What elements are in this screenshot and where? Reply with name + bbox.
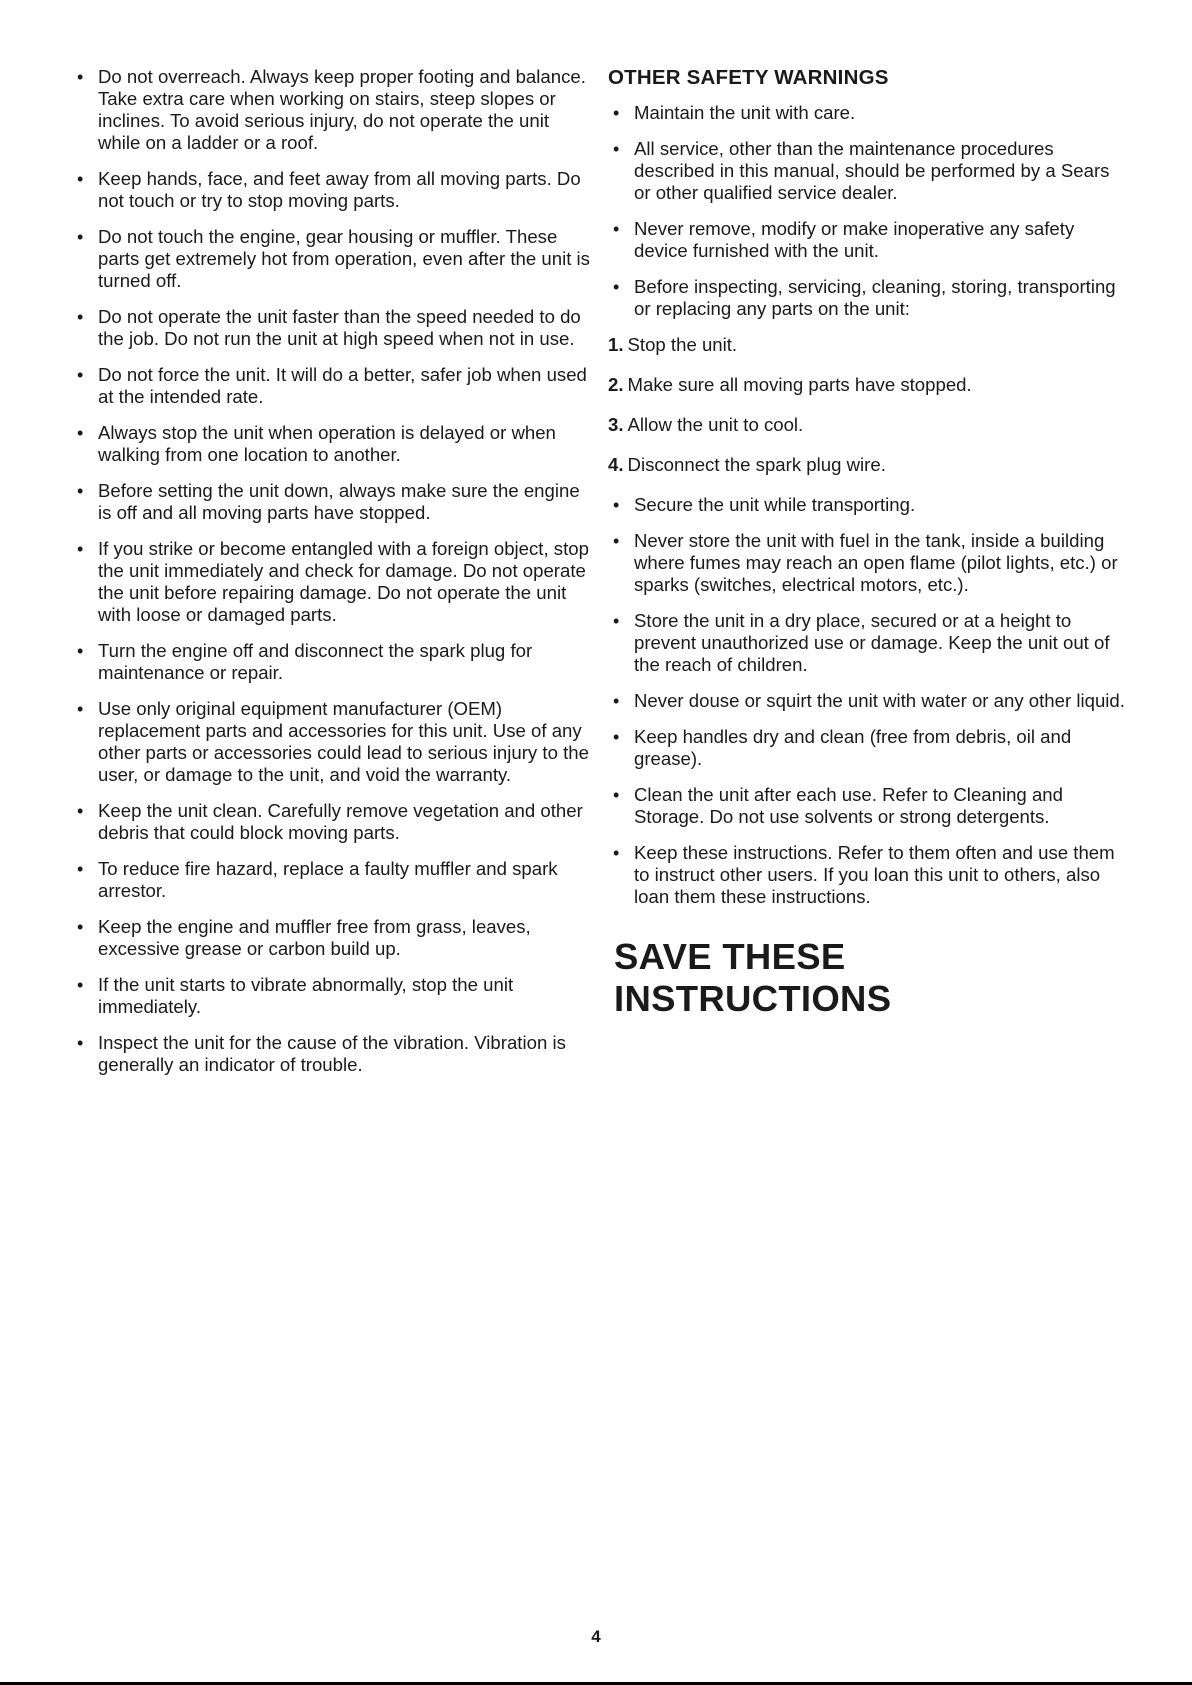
step-text: Allow the unit to cool. <box>627 414 804 435</box>
bullet-text: Keep handles dry and clean (free from debris, oil and grease). <box>634 726 1072 769</box>
bullet-icon: • <box>613 727 620 747</box>
bullet-text: Use only original equipment manufacturer (OEM) replacement parts and accessories for this unit. Use of any other parts or accessories could lead to serious injury to the user, or damage to the unit, and void the warranty. <box>98 698 589 785</box>
section-heading: OTHER SAFETY WARNINGS <box>608 66 889 89</box>
bullet-icon: • <box>77 917 84 937</box>
bullet-text: Inspect the unit for the cause of the vibration. Vibration is generally an indicator of trouble. <box>98 1032 566 1075</box>
list-item <box>72 640 592 684</box>
bullet-icon: • <box>613 691 620 711</box>
step-text: Stop the unit. <box>627 334 738 355</box>
step-item <box>608 374 1128 396</box>
bullet-icon: • <box>77 227 84 247</box>
right-column <box>608 66 1128 1020</box>
list-item <box>608 842 1128 908</box>
list-item <box>72 168 592 212</box>
bullet-text: Secure the unit while transporting. <box>634 494 916 515</box>
bullet-icon: • <box>613 531 620 551</box>
bullet-text: Never douse or squirt the unit with water or any other liquid. <box>634 690 1125 711</box>
bullet-icon: • <box>77 699 84 719</box>
bullet-icon: • <box>77 481 84 501</box>
numbered-steps <box>608 334 1128 476</box>
bullet-icon: • <box>613 495 620 515</box>
bullet-icon: • <box>77 539 84 559</box>
bullet-text: All service, other than the maintenance procedures described in this manual, should be performed by a Sears or other qualified service dealer. <box>634 138 1110 203</box>
bullet-icon: • <box>77 801 84 821</box>
list-item <box>608 726 1128 770</box>
bullet-icon: • <box>77 1033 84 1053</box>
bullet-icon: • <box>77 67 84 87</box>
list-item <box>608 494 1128 516</box>
bullet-icon: • <box>613 843 620 863</box>
bullet-text: Store the unit in a dry place, secured or at a height to prevent unauthorized use or damage. Keep the unit out of the reach of children. <box>634 610 1110 675</box>
bullet-text: Keep these instructions. Refer to them often and use them to instruct other users. If you loan this unit to others, also loan them these instructions. <box>634 842 1115 907</box>
bullet-text: Before inspecting, servicing, cleaning, storing, transporting or replacing any parts on the unit: <box>634 276 1116 319</box>
bullet-text: If the unit starts to vibrate abnormally, stop the unit immediately. <box>98 974 514 1017</box>
list-item <box>72 858 592 902</box>
left-column <box>72 66 592 1090</box>
bullet-icon: • <box>77 423 84 443</box>
right-bullet-list-a <box>608 102 1128 320</box>
list-item <box>72 974 592 1018</box>
list-item <box>72 306 592 350</box>
bullet-icon: • <box>613 277 620 297</box>
right-bullet-list-b <box>608 494 1128 908</box>
bullet-text: Never store the unit with fuel in the tank, inside a building where fumes may reach an open flame (pilot lights, etc.) or sparks (switches, electrical motors, etc.). <box>634 530 1118 595</box>
step-item <box>608 454 1128 476</box>
bullet-text: To reduce fire hazard, replace a faulty muffler and spark arrestor. <box>98 858 558 901</box>
step-item <box>608 334 1128 356</box>
list-item <box>608 610 1128 676</box>
bullet-text: Maintain the unit with care. <box>634 102 856 123</box>
bullet-text: Always stop the unit when operation is delayed or when walking from one location to another. <box>98 422 556 465</box>
list-item <box>72 916 592 960</box>
bullet-icon: • <box>77 641 84 661</box>
left-bullet-list <box>72 66 592 1076</box>
list-item <box>608 276 1128 320</box>
list-item <box>72 800 592 844</box>
list-item <box>72 538 592 626</box>
page-number: 4 <box>591 1627 601 1646</box>
list-item <box>72 1032 592 1076</box>
step-number: 3. <box>608 414 624 435</box>
bullet-text: Do not overreach. Always keep proper footing and balance. Take extra care when working on stairs, steep slopes or inclines. To avoid serious injury, do not operate the unit while on a ladder or a roof. <box>98 66 586 153</box>
bullet-icon: • <box>77 365 84 385</box>
step-item <box>608 414 1128 436</box>
save-instructions-title: SAVE THESE INSTRUCTIONS <box>614 936 892 1019</box>
list-item <box>72 66 592 154</box>
bullet-icon: • <box>613 219 620 239</box>
bullet-icon: • <box>613 611 620 631</box>
step-text: Disconnect the spark plug wire. <box>627 454 886 475</box>
bullet-text: Turn the engine off and disconnect the spark plug for maintenance or repair. <box>98 640 533 683</box>
list-item <box>608 218 1128 262</box>
bullet-icon: • <box>77 169 84 189</box>
bullet-text: Do not touch the engine, gear housing or muffler. These parts get extremely hot from operation, even after the unit is turned off. <box>98 226 590 291</box>
bullet-text: Do not operate the unit faster than the speed needed to do the job. Do not run the unit at high speed when not in use. <box>98 306 581 349</box>
bullet-icon: • <box>77 307 84 327</box>
bullet-text: If you strike or become entangled with a foreign object, stop the unit immediately and check for damage. Do not operate the unit before repairing damage. Do not operate the unit with loose or damaged parts. <box>98 538 589 625</box>
bullet-text: Do not force the unit. It will do a better, safer job when used at the intended rate. <box>98 364 587 407</box>
bullet-icon: • <box>77 859 84 879</box>
bullet-icon: • <box>613 139 620 159</box>
bullet-text: Clean the unit after each use. Refer to Cleaning and Storage. Do not use solvents or strong detergents. <box>634 784 1063 827</box>
list-item <box>72 480 592 524</box>
bullet-text: Never remove, modify or make inoperative any safety device furnished with the unit. <box>634 218 1075 261</box>
bullet-text: Keep the engine and muffler free from grass, leaves, excessive grease or carbon build up. <box>98 916 531 959</box>
step-number: 2. <box>608 374 624 395</box>
bullet-icon: • <box>613 785 620 805</box>
bullet-icon: • <box>613 103 620 123</box>
list-item <box>72 226 592 292</box>
list-item <box>608 530 1128 596</box>
step-number: 4. <box>608 454 624 475</box>
list-item <box>608 690 1128 712</box>
list-item <box>608 138 1128 204</box>
step-text: Make sure all moving parts have stopped. <box>627 374 972 395</box>
list-item <box>608 784 1128 828</box>
bullet-text: Keep hands, face, and feet away from all moving parts. Do not touch or try to stop moving parts. <box>98 168 581 211</box>
list-item <box>72 364 592 408</box>
list-item <box>72 698 592 786</box>
list-item <box>608 102 1128 124</box>
bullet-text: Before setting the unit down, always make sure the engine is off and all moving parts have stopped. <box>98 480 580 523</box>
bullet-icon: • <box>77 975 84 995</box>
list-item <box>72 422 592 466</box>
bullet-text: Keep the unit clean. Carefully remove vegetation and other debris that could block moving parts. <box>98 800 583 843</box>
step-number: 1. <box>608 334 624 355</box>
